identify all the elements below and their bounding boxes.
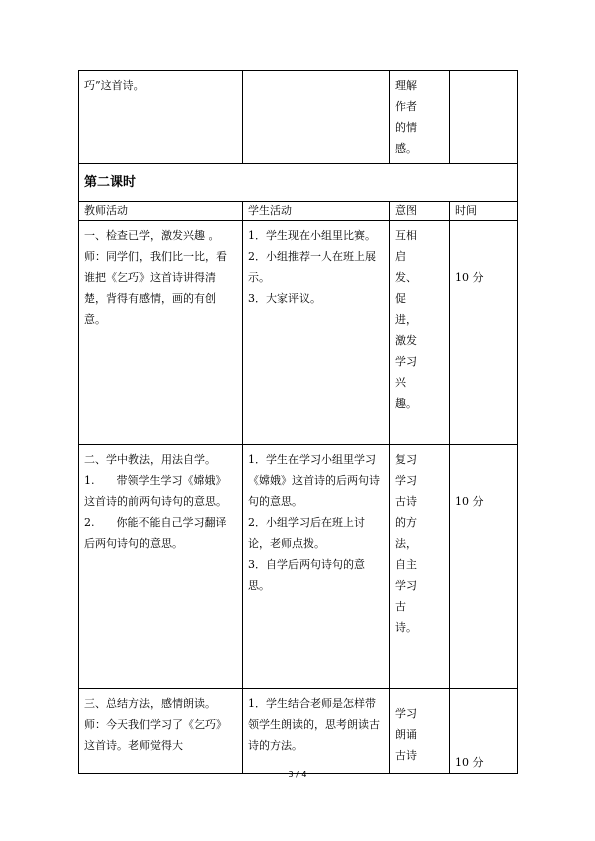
intent-cell — [390, 71, 450, 164]
intent-cell — [390, 689, 450, 774]
cell-text: 的情 — [395, 121, 417, 134]
cell-text: 二、学中教法，用法自学。 — [84, 453, 216, 466]
intent-cell — [390, 445, 450, 689]
cell-text: 理解 — [395, 79, 417, 92]
cell-text: 学习 — [395, 355, 417, 368]
teacher-activity-cell — [79, 689, 243, 774]
cell-text: 2．小组学习后在班上讨论，老师点拨。 — [248, 516, 365, 550]
cell-text: 发、 — [395, 271, 417, 284]
cell-text: 1．学生结合老师是怎样带领学生朗读的，思考朗读古诗的方法。 — [248, 697, 380, 752]
lesson-plan-table — [78, 70, 518, 774]
cell-text: 趣。 — [395, 397, 417, 410]
teacher-activity-cell — [79, 71, 243, 164]
cell-text: 师：今天我们学习了《乞巧》这首诗。老师觉得大 — [84, 718, 227, 752]
cell-text: 巧”这首诗。 — [84, 79, 145, 92]
teacher-activity-cell — [79, 445, 243, 689]
section-title: 第二课时 — [79, 164, 518, 202]
student-activity-cell — [243, 445, 390, 689]
cell-text: 自主 — [395, 558, 417, 571]
cell-text: 3．自学后两句诗句的意思。 — [248, 558, 365, 592]
student-activity-cell — [243, 71, 390, 164]
cell-text: 学习 — [395, 474, 417, 487]
header-row — [79, 202, 518, 221]
header-teacher: 教师活动 — [79, 202, 243, 221]
cell-text: 朗诵 — [395, 728, 417, 741]
cell-text: 1．学生现在小组里比赛。 — [248, 229, 376, 242]
cell-text: 促 — [395, 292, 406, 305]
cell-text: 古 — [395, 600, 406, 613]
header-student: 学生活动 — [243, 202, 390, 221]
cell-text: 古诗 — [395, 749, 417, 762]
page-number: 3 / 4 — [288, 770, 307, 779]
student-activity-cell — [243, 689, 390, 774]
table-row — [79, 445, 518, 689]
header-time: 时间 — [450, 202, 518, 221]
section-title-row — [79, 164, 518, 202]
cell-text: 兴 — [395, 376, 406, 389]
cell-text: 古诗 — [395, 495, 417, 508]
table-row — [79, 221, 518, 445]
cell-text: 三、总结方法，感情朗读。 — [84, 697, 216, 710]
cell-text: 一、检查已学，激发兴趣 。 — [84, 229, 220, 242]
cell-text: 学习 — [395, 707, 417, 720]
intent-cell — [390, 221, 450, 445]
cell-text: 学习 — [395, 579, 417, 592]
time-cell — [450, 71, 518, 164]
cell-text: 进， — [395, 313, 417, 326]
cell-text: 的方 — [395, 516, 417, 529]
teacher-activity-cell — [79, 221, 243, 445]
cell-text: 激发 — [395, 334, 417, 347]
cell-text: 复习 — [395, 453, 417, 466]
cell-text: 1．学生在学习小组里学习《嫦娥》这首诗的后两句诗句的意思。 — [248, 453, 380, 508]
cell-text: 互相 — [395, 229, 417, 242]
time-cell: 10 分 — [450, 445, 518, 689]
cell-text: 法， — [395, 537, 417, 550]
cell-text: 2. 你能不能自己学习翻译后两句诗句的意思。 — [84, 516, 227, 550]
cell-text: 启 — [395, 250, 406, 263]
table-row — [79, 71, 518, 164]
cell-text: 1. 带领学生学习《嫦娥》这首诗的前两句诗句的意思。 — [84, 474, 227, 508]
cell-text: 作者 — [395, 100, 417, 113]
cell-text: 3．大家评议。 — [248, 292, 321, 305]
cell-text: 2．小组推荐一人在班上展示。 — [248, 250, 376, 284]
student-activity-cell — [243, 221, 390, 445]
header-intent: 意图 — [390, 202, 450, 221]
cell-text: 诗。 — [395, 621, 417, 634]
cell-text: 感。 — [395, 142, 417, 155]
time-cell: 10 分 — [450, 221, 518, 445]
cell-text: 师：同学们，我们比一比，看谁把《乞巧》这首诗讲得清楚，背得有感情，画的有创意。 — [84, 250, 227, 326]
time-cell: 10 分 — [450, 689, 518, 774]
table-row — [79, 689, 518, 774]
